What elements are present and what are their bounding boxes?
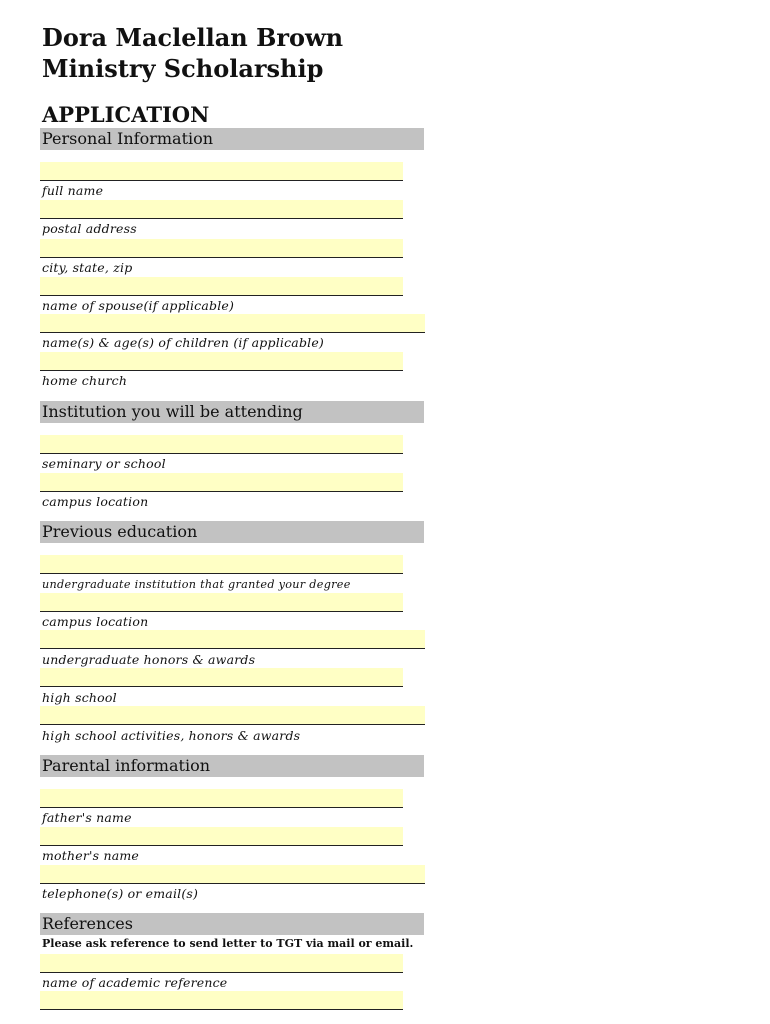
home-church-label: home church <box>42 373 128 388</box>
father-name-label: father's name <box>42 810 132 825</box>
mother-name-field[interactable] <box>40 827 403 846</box>
city-state-zip-field[interactable] <box>40 239 403 258</box>
form-subtitle: APPLICATION <box>42 102 210 127</box>
full-name-label: full name <box>42 183 104 198</box>
postal-address-label: postal address <box>42 221 137 236</box>
father-name-field[interactable] <box>40 789 403 808</box>
seminary-label: seminary or school <box>42 456 166 471</box>
institution-campus-label: campus location <box>42 494 149 509</box>
academic-reference-label: name of academic reference <box>42 975 228 990</box>
institution-campus-field[interactable] <box>40 473 403 492</box>
high-school-activities-label: high school activities, honors & awards <box>42 728 301 743</box>
spouse-name-field[interactable] <box>40 277 403 296</box>
full-name-field[interactable] <box>40 162 403 181</box>
high-school-label: high school <box>42 690 117 705</box>
mother-name-label: mother's name <box>42 848 140 863</box>
section-personal-information: Personal Information <box>40 128 424 150</box>
undergrad-honors-field[interactable] <box>40 630 425 649</box>
section-previous-education: Previous education <box>40 521 424 543</box>
academic-reference-field[interactable] <box>40 954 403 973</box>
home-church-field[interactable] <box>40 352 403 371</box>
undergrad-institution-field[interactable] <box>40 555 403 574</box>
children-field[interactable] <box>40 314 425 333</box>
section-references: References <box>40 913 424 935</box>
spouse-name-label: name of spouse(if applicable) <box>42 298 235 313</box>
parent-contact-field[interactable] <box>40 865 425 884</box>
undergrad-institution-label: undergraduate institution that granted your degree <box>42 578 351 591</box>
education-campus-label: campus location <box>42 614 149 629</box>
undergrad-honors-label: undergraduate honors & awards <box>42 652 256 667</box>
references-note: Please ask reference to send letter to TGT via mail or email. <box>42 937 414 950</box>
high-school-activities-field[interactable] <box>40 706 425 725</box>
city-state-zip-label: city, state, zip <box>42 260 133 275</box>
section-parental-information: Parental information <box>40 755 424 777</box>
reference-field-2[interactable] <box>40 991 403 1010</box>
education-campus-field[interactable] <box>40 593 403 612</box>
seminary-field[interactable] <box>40 435 403 454</box>
form-title-line-1: Dora Maclellan Brown <box>42 23 344 52</box>
postal-address-field[interactable] <box>40 200 403 219</box>
section-institution: Institution you will be attending <box>40 401 424 423</box>
parent-contact-label: telephone(s) or email(s) <box>42 886 199 901</box>
high-school-field[interactable] <box>40 668 403 687</box>
children-label: name(s) & age(s) of children (if applicable) <box>42 335 325 350</box>
form-title-line-2: Ministry Scholarship <box>42 54 324 83</box>
